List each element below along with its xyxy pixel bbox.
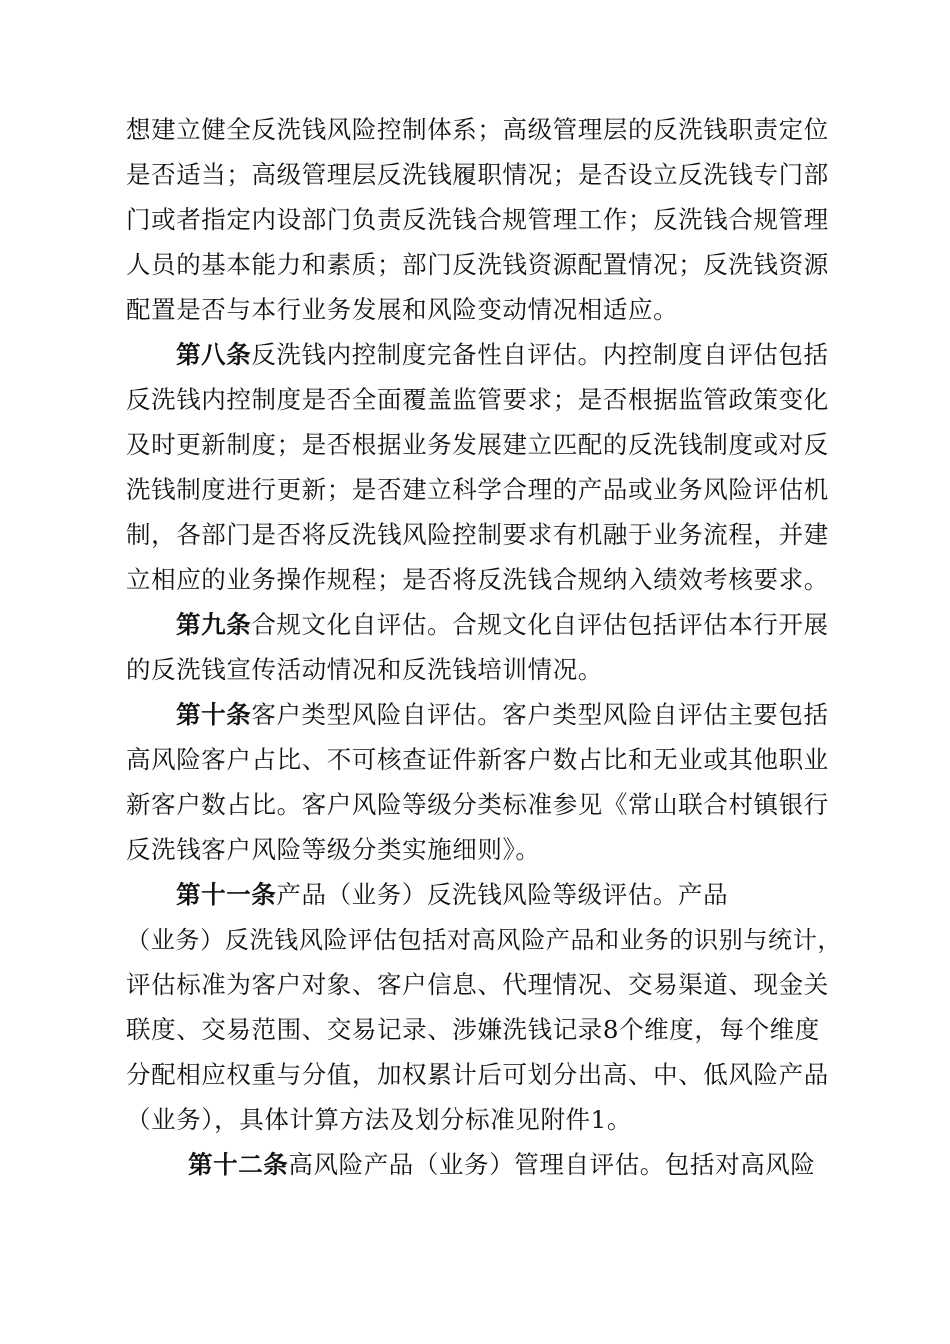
- body-text-line: 及时更新制度；是否根据业务发展建立匹配的反洗钱制度或对反: [126, 430, 829, 459]
- body-text-line: （业务），具体计算方法及划分标准见附件1。: [126, 1105, 632, 1134]
- article-8-first-line: [176, 340, 829, 369]
- body-text-line: 立相应的业务操作规程；是否将反洗钱合规纳入绩效考核要求。: [126, 565, 829, 594]
- article-10-first-line: [176, 700, 829, 729]
- body-text-line: 分配相应权重与分值，加权累计后可划分出高、中、低风险产品: [126, 1060, 829, 1089]
- body-text-line: 配置是否与本行业务发展和风险变动情况相适应。: [126, 295, 679, 324]
- body-text-line: 的反洗钱宣传活动情况和反洗钱培训情况。: [126, 655, 603, 684]
- article-10-heading: 第十条: [176, 700, 252, 729]
- body-text-line: 新客户数占比。客户风险等级分类标准参见《常山联合村镇银行: [126, 790, 829, 819]
- article-11-first-line: [176, 880, 729, 909]
- body-text: 合规文化自评估。合规文化自评估包括评估本行开展: [251, 610, 829, 639]
- body-text-line: 洗钱制度进行更新；是否建立科学合理的产品或业务风险评估机: [126, 475, 829, 504]
- article-9-heading: 第九条: [176, 610, 252, 639]
- body-text-line: 人员的基本能力和素质；部门反洗钱资源配置情况；反洗钱资源: [126, 250, 829, 279]
- body-text-line: （业务）反洗钱风险评估包括对高风险产品和业务的识别与统计，: [126, 926, 843, 954]
- article-9-first-line: [176, 610, 829, 639]
- article-12-first-line: [188, 1150, 816, 1179]
- body-text-line: 反洗钱内控制度是否全面覆盖监管要求；是否根据监管政策变化: [126, 385, 829, 414]
- body-text: 客户类型风险自评估。客户类型风险自评估主要包括: [251, 700, 829, 729]
- article-11-heading: 第十一条: [176, 880, 277, 909]
- body-text-line: 联度、交易范围、交易记录、涉嫌洗钱记录8个维度，每个维度: [126, 1015, 820, 1044]
- body-text-line: 评估标准为客户对象、客户信息、代理情况、交易渠道、现金关: [126, 970, 829, 999]
- body-text-line: 是否适当；高级管理层反洗钱履职情况；是否设立反洗钱专门部: [126, 160, 829, 189]
- body-text-line: 想建立健全反洗钱风险控制体系；高级管理层的反洗钱职责定位: [126, 115, 829, 144]
- article-12-heading: 第十二条: [188, 1150, 289, 1179]
- body-text-line: 反洗钱客户风险等级分类实施细则》。: [126, 835, 541, 864]
- body-text: 高风险产品（业务）管理自评估。包括对高风险: [288, 1150, 816, 1179]
- body-text-line: 制，各部门是否将反洗钱风险控制要求有机融于业务流程，并建: [126, 520, 829, 549]
- body-text-line: 高风险客户占比、不可核查证件新客户数占比和无业或其他职业: [126, 745, 829, 774]
- body-text: 产品（业务）反洗钱风险等级评估。产品: [276, 880, 729, 909]
- body-text: 反洗钱内控制度完备性自评估。内控制度自评估包括: [251, 340, 829, 369]
- body-text-line: 门或者指定内设部门负责反洗钱合规管理工作；反洗钱合规管理: [126, 205, 829, 234]
- article-8-heading: 第八条: [176, 340, 252, 369]
